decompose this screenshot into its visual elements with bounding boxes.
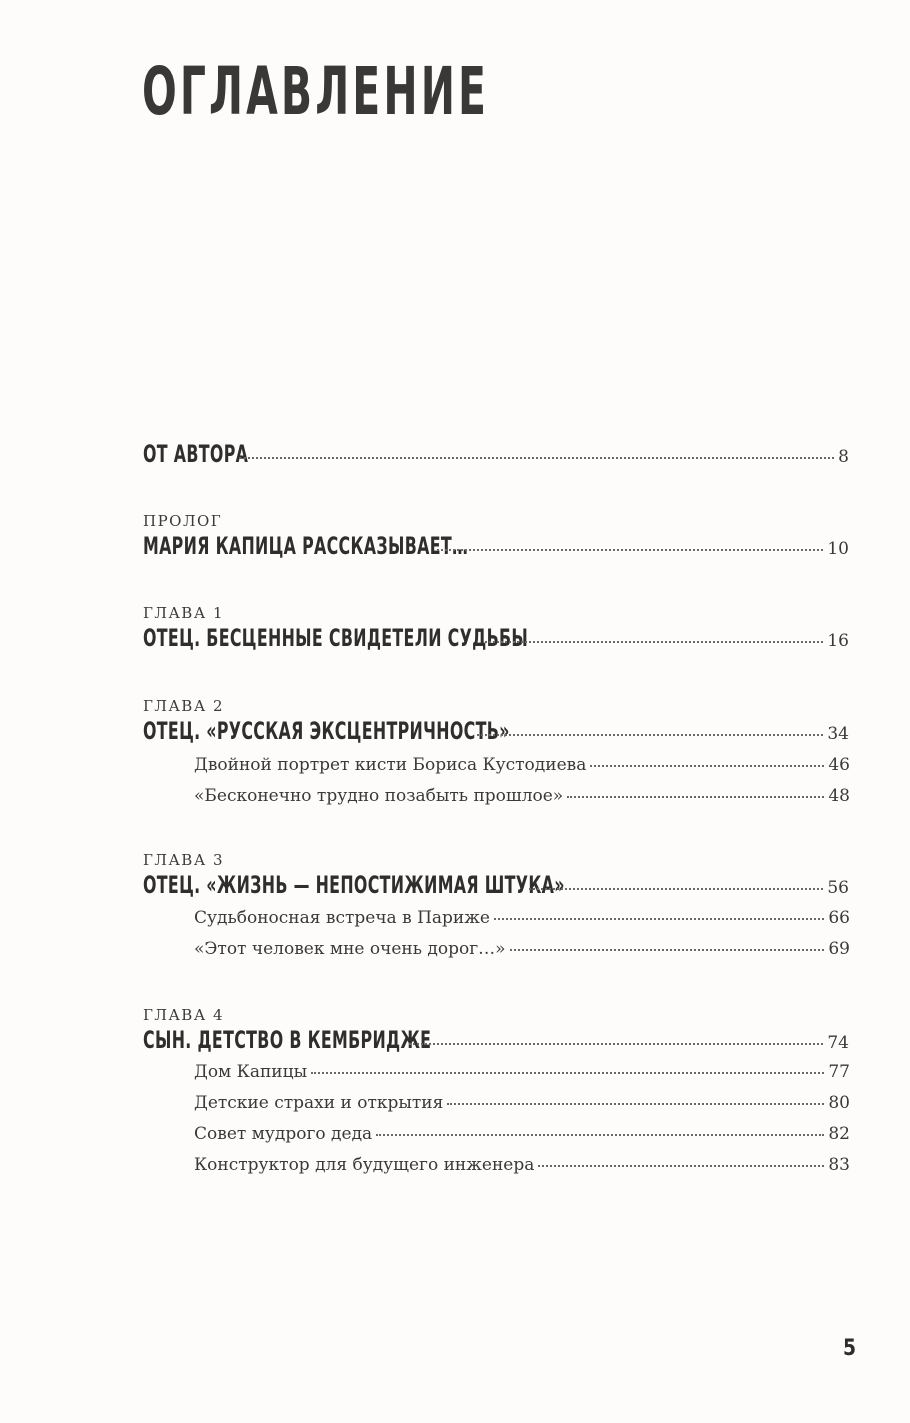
- toc-page-number: 46: [828, 755, 850, 775]
- dot-leader: [510, 948, 825, 951]
- chapter-2-label: ГЛАВА 2: [143, 697, 225, 715]
- toc-section-title: Судьбоносная встреча в Париже: [194, 908, 490, 928]
- dot-leader: [567, 795, 824, 798]
- dot-leader: [529, 887, 823, 890]
- toc-section[interactable]: [194, 939, 850, 969]
- toc-section-title: «Этот человек мне очень дорог…»: [194, 939, 506, 959]
- toc-page-number: 66: [828, 908, 850, 928]
- toc-section[interactable]: [194, 908, 850, 938]
- toc-entry-chapter-1[interactable]: [143, 624, 849, 660]
- toc-entry-title: ОТЕЦ. БЕСЦЕННЫЕ СВИДЕТЕЛИ СУДЬБЫ: [143, 624, 529, 652]
- dot-leader: [538, 1164, 824, 1167]
- chapter-4-label: ГЛАВА 4: [143, 1006, 225, 1024]
- toc-page-number: 82: [828, 1124, 850, 1144]
- toc-page-number: 34: [827, 724, 849, 744]
- toc-entry-title: ОТЕЦ. «ЖИЗНЬ — НЕПОСТИЖИМАЯ ШТУКА»: [143, 871, 565, 899]
- dot-leader: [494, 917, 824, 920]
- toc-entry-chapter-3[interactable]: [143, 871, 849, 907]
- chapter-1-label: ГЛАВА 1: [143, 604, 225, 622]
- toc-entry-chapter-4[interactable]: [143, 1026, 849, 1062]
- toc-section-title: «Бесконечно трудно позабыть прошлое»: [194, 786, 564, 806]
- dot-leader: [376, 1133, 824, 1136]
- toc-page-number: 56: [827, 878, 849, 898]
- toc-entry-chapter-2[interactable]: [143, 717, 849, 753]
- dot-leader: [590, 764, 824, 767]
- toc-section[interactable]: [194, 1062, 850, 1092]
- toc-section-title: Двойной портрет кисти Бориса Кустодиева: [194, 755, 587, 775]
- toc-page-number: 74: [827, 1033, 849, 1053]
- toc-section[interactable]: [194, 1124, 850, 1154]
- dot-leader: [311, 1071, 824, 1074]
- toc-entry-title: ОТ АВТОРА: [143, 440, 249, 468]
- page-number-folio: 5: [843, 1336, 857, 1361]
- toc-section-title: Совет мудрого деда: [194, 1124, 373, 1144]
- dot-leader: [485, 640, 823, 643]
- toc-page-number: 69: [828, 939, 850, 959]
- toc-section[interactable]: [194, 786, 850, 816]
- dot-leader: [437, 548, 823, 551]
- toc-entry-title: СЫН. ДЕТСТВО В КЕМБРИДЖЕ: [143, 1026, 432, 1054]
- toc-page-number: 16: [827, 631, 849, 651]
- toc-section[interactable]: [194, 1155, 850, 1185]
- toc-page-number: 48: [828, 786, 850, 806]
- toc-page-number: 8: [838, 447, 849, 467]
- dot-leader: [239, 456, 834, 459]
- toc-page-number: 77: [828, 1062, 850, 1082]
- dot-leader: [477, 733, 823, 736]
- dot-leader: [409, 1042, 823, 1045]
- toc-entry-title: ОТЕЦ. «РУССКАЯ ЭКСЦЕНТРИЧНОСТЬ»: [143, 717, 510, 745]
- toc-section-title: Дом Капицы: [194, 1062, 308, 1082]
- toc-entry-author[interactable]: [143, 440, 849, 476]
- toc-page-number: 83: [828, 1155, 850, 1175]
- toc-page-number: 80: [828, 1093, 850, 1113]
- toc-entry-title: МАРИЯ КАПИЦА РАССКАЗЫВАЕТ…: [143, 532, 469, 560]
- toc-section-title: Конструктор для будущего инженера: [194, 1155, 535, 1175]
- dot-leader: [447, 1102, 824, 1105]
- toc-section[interactable]: [194, 1093, 850, 1123]
- toc-entry-prologue[interactable]: [143, 532, 849, 568]
- prologue-label: ПРОЛОГ: [143, 512, 223, 530]
- toc-section-title: Детские страхи и открытия: [194, 1093, 444, 1113]
- toc-page-number: 10: [827, 539, 849, 559]
- chapter-3-label: ГЛАВА 3: [143, 851, 225, 869]
- page-title: ОГЛАВЛЕНИЕ: [142, 53, 490, 130]
- toc-section[interactable]: [194, 755, 850, 785]
